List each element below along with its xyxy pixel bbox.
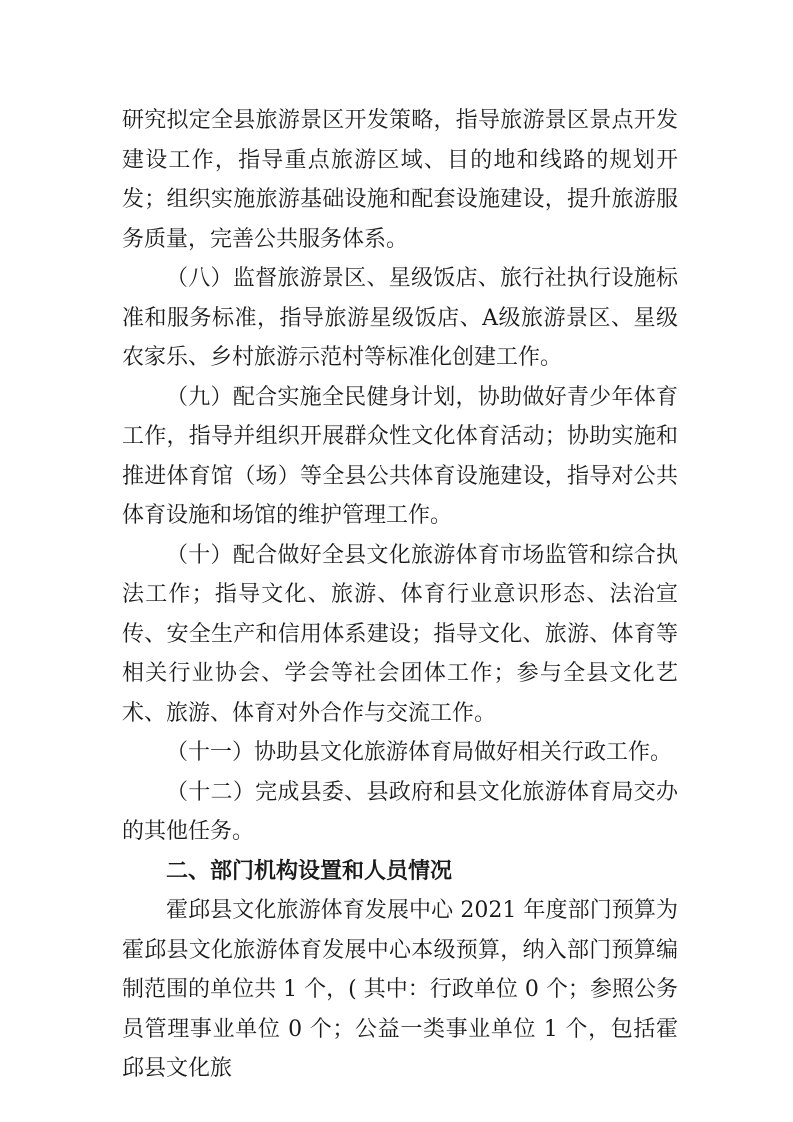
document-body — [122, 101, 678, 1089]
paragraph-continuation: 研究拟定全县旅游景区开发策略，指导旅游景区景点开发建设工作，指导重点旅游区域、目的地和线路的规划开发；组织实施旅游基础设施和配套设施建设，提升旅游服务质量，完善公共服务体系。 — [122, 108, 678, 252]
section-heading: 二、部门机构设置和人员情况 — [166, 858, 453, 884]
paragraph-item-9: （九）配合实施全民健身计划，协助做好青少年体育工作，指导并组织开展群众性文化体育活动；协助实施和推进体育馆（场）等全县公共体育设施建设，指导对公共体育设施和场馆的维护管理工作。 — [122, 384, 678, 528]
paragraph-item-12: （十二）完成县委、县政府和县文化旅游体育局交办的其他任务。 — [122, 779, 678, 844]
paragraph-item-8: （八）监督旅游景区、星级饭店、旅行社执行设施标准和服务标准，指导旅游星级饭店、A级旅游景区、星级农家乐、乡村旅游示范村等标准化创建工作。 — [122, 266, 678, 370]
paragraph-item-10: （十）配合做好全县文化旅游体育市场监管和综合执法工作；指导文化、旅游、体育行业意识形态、法治宣传、安全生产和信用体系建设；指导文化、旅游、体育等相关行业协会、学会等社会团体工作；参与全县文化艺术、旅游、体育对外合作与交流工作。 — [122, 542, 678, 726]
paragraph-item-11: （十一）协助县文化旅游体育局做好相关行政工作。 — [166, 740, 673, 765]
section-body-paragraph: 霍邱县文化旅游体育发展中心 2021 年度部门预算为霍邱县文化旅游体育发展中心本级预算，纳入部门预算编制范围的单位共 1 个，( 其中：行政单位 0 个；参照公务员管理事业单位 0 个；公益一类事业单位 1 个，包括霍邱县文化旅 — [122, 898, 678, 1081]
